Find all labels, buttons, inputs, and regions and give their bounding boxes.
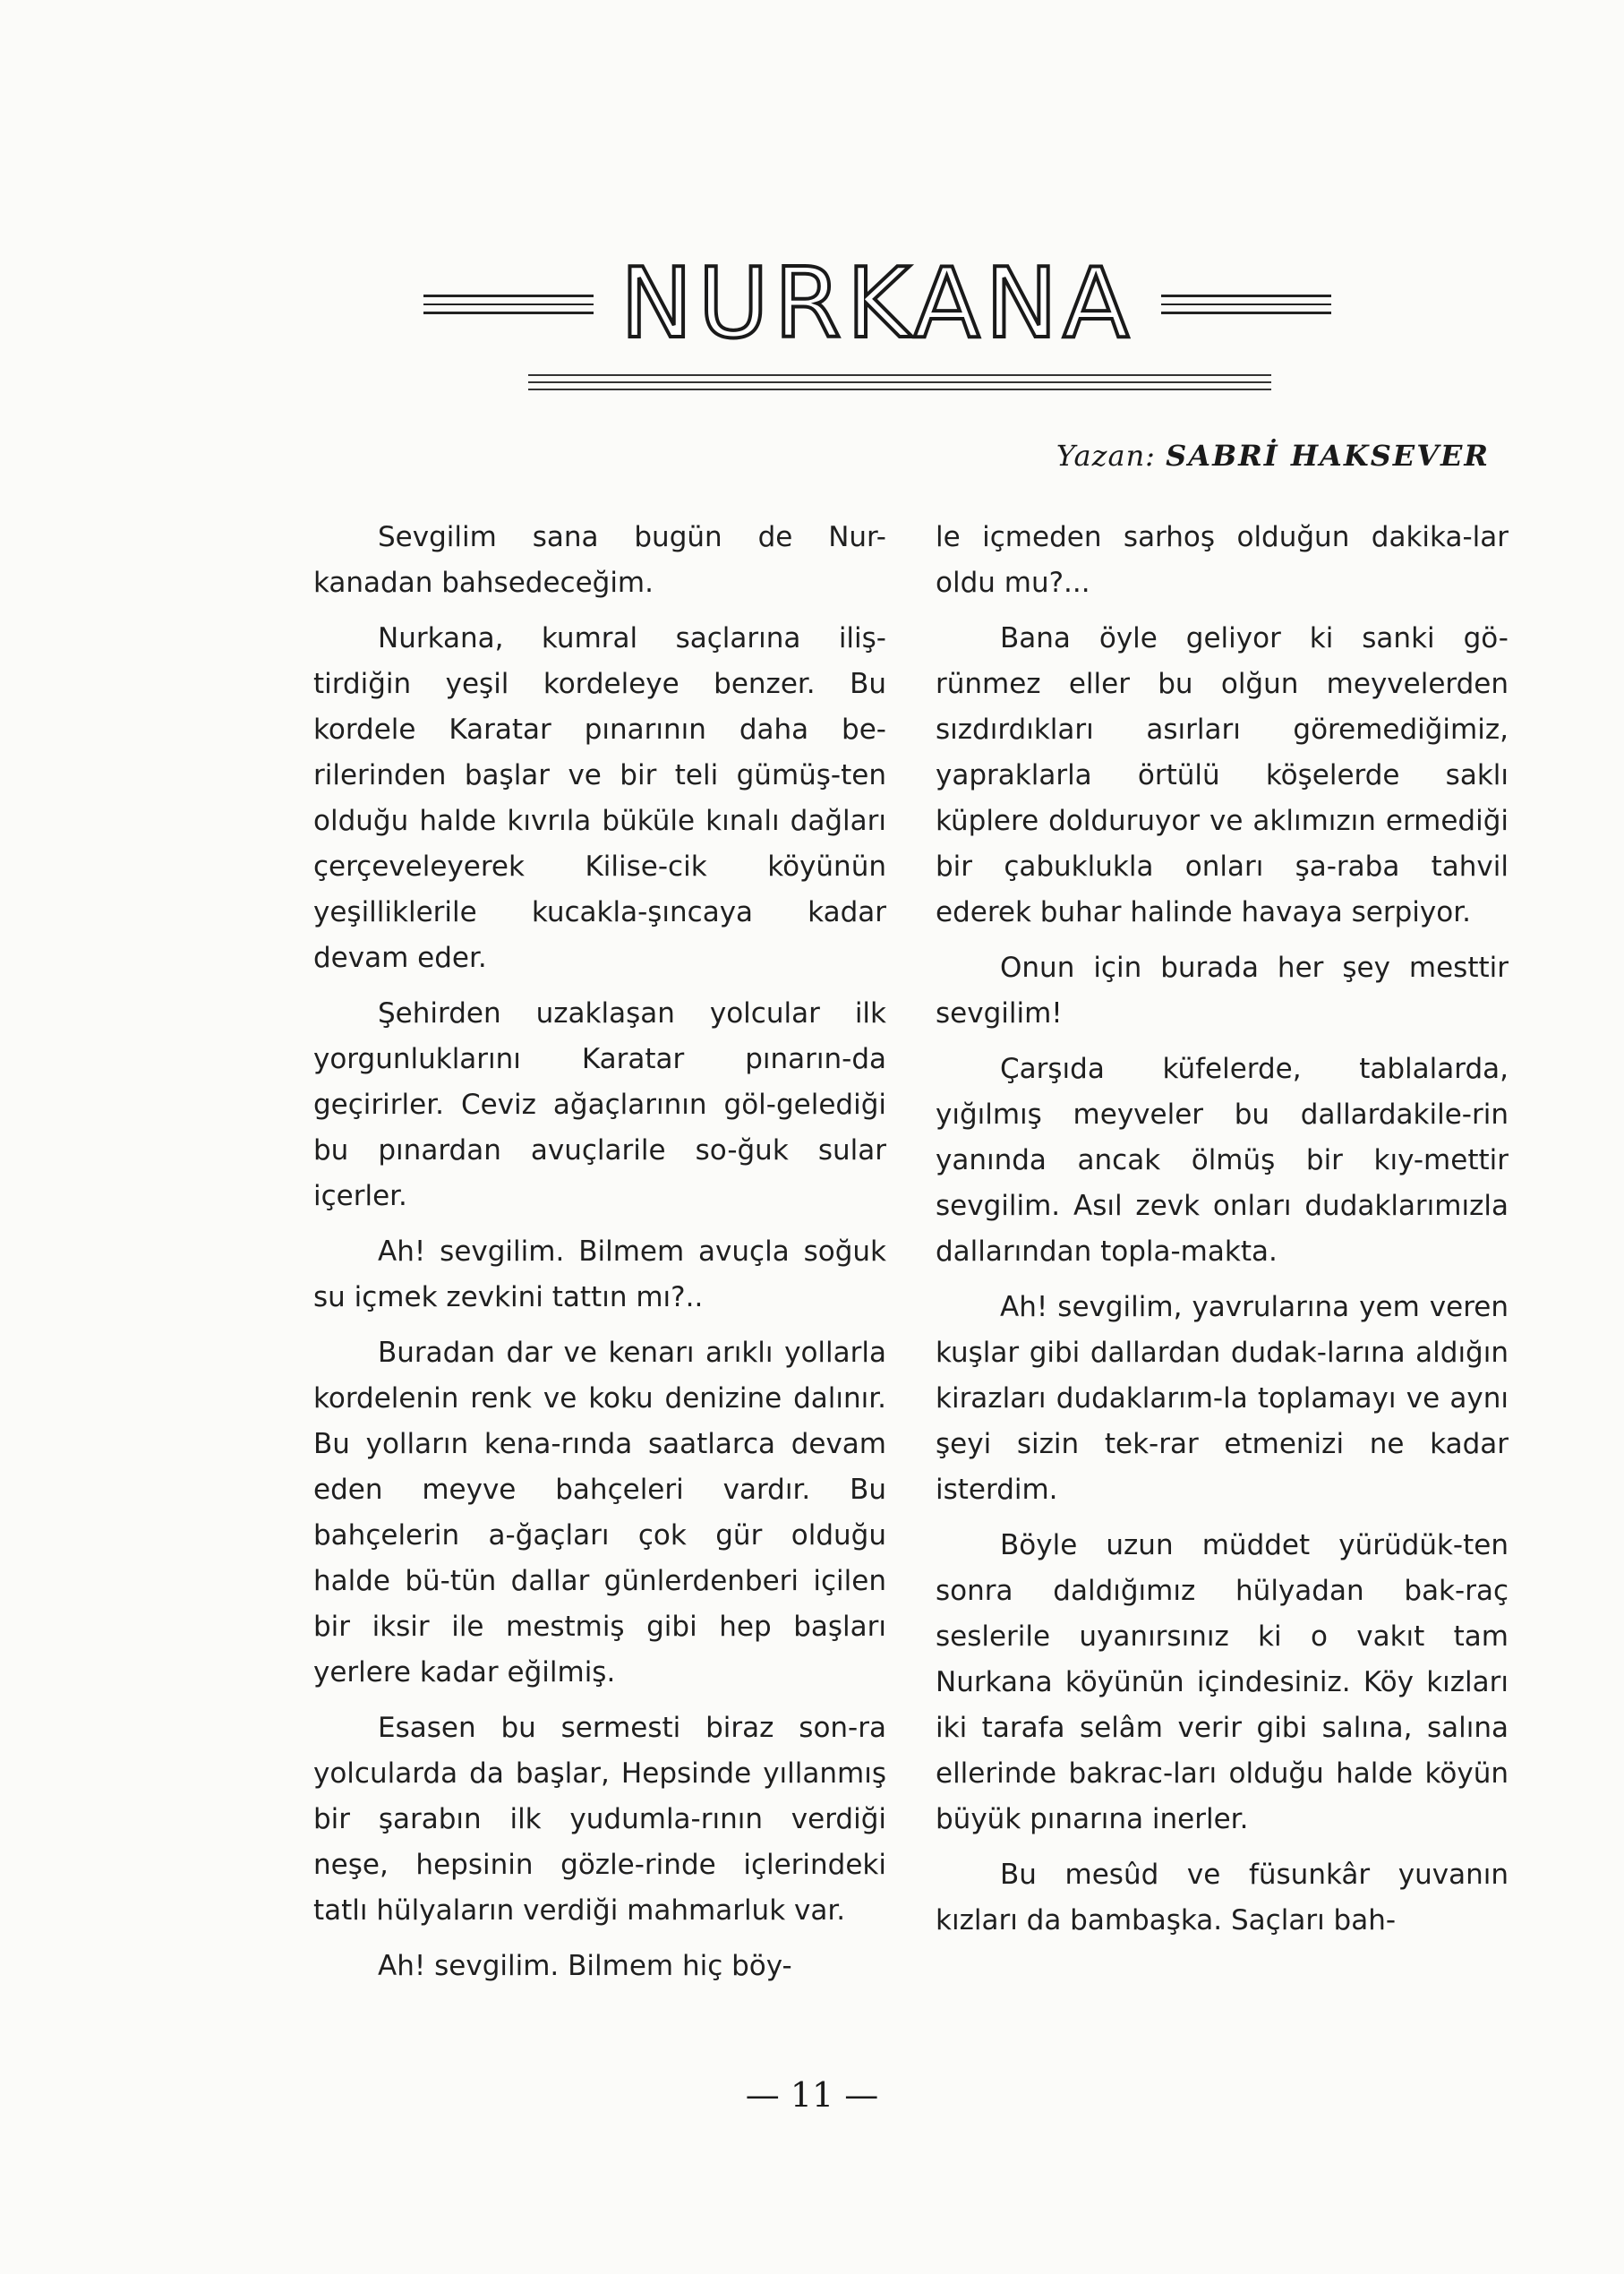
title-underline-rules [528,374,1271,390]
page-title: NURKANA [620,248,1135,360]
title-right-rules [1161,295,1331,314]
left-column [313,515,886,1999]
author-name: SABRİ HAKSEVER [1166,439,1490,473]
title-banner [286,246,1468,363]
paragraph: Bu mesûd ve füsunkâr yuvanın kızları da bambaşka. Saçları bah- [936,1859,1509,1936]
paragraph: Ah! sevgilim. Bilmem hiç böy- [378,1950,792,1982]
right-column [936,515,1509,1953]
paragraph: Nurkana, kumral saçlarına iliş-tirdiğin yeşil kordeleye benzer. Bu kordele Karatar pınarının daha be-rilerinden başlar ve bir teli gümüş-ten olduğu halde kıvrıla büküle kınalı dağları çerçeveleyerek Kilise-cik köyünün yeşilliklerile kucakla-şıncaya kadar devam eder. [313,622,886,974]
author-prefix: Yazan: [1056,439,1156,473]
paragraph: Çarşıda küfelerde, tablalarda, yığılmış meyveler bu dallardakile-rin yanında ancak ölmüş bir kıy-mettir sevgilim. Asıl zevk onları dudaklarımızla dallarından topla-makta. [936,1053,1509,1268]
paragraph: Buradan dar ve kenarı arıklı yollarla kordelenin renk ve koku denizine dalınır. Bu yolların kena-rında saatlarca devam eden meyve bahçeleri vardır. Bu bahçelerin a-ğaçları çok gür olduğu halde bü-tün dallar günlerdenberi içilen bir iksir ile mestmiş gibi hep başları yerlere kadar eğilmiş. [313,1337,886,1688]
paragraph: Şehirden uzaklaşan yolcular ilk yorgunluklarını Karatar pınarın-da geçirirler. Ceviz ağaçlarının göl-gelediği bu pınardan avuçlarile so-ğuk sular içerler. [313,997,886,1212]
paragraph: Böyle uzun müddet yürüdük-ten sonra daldığımız hülyadan bak-raç seslerile uyanırsınız ki o vakıt tam Nurkana köyünün içindesiniz. Köy kızları iki tarafa selâm verir gibi salına, salına ellerinde bakrac-ları olduğu halde köyün büyük pınarına inerler. [936,1529,1509,1835]
paragraph: le içmeden sarhoş olduğun dakika-lar oldu mu?... [936,521,1509,599]
paragraph: Bana öyle geliyor ki sanki gö-rünmez eller bu olğun meyvelerden sızdırdıkları asırları göremediğimiz, yapraklarla örtülü köşelerde saklı küplere dolduruyor ve aklımızın ermediği bir çabuklukla onları şa-raba tahvil ederek buhar halinde havaya serpiyor. [936,622,1509,928]
paragraph: Onun için burada her şey mesttir sevgilim! [936,952,1509,1030]
paragraph: Esasen bu sermesti biraz son-ra yolcularda da başlar, Hepsinde yıllanmış bir şarabın ilk yudumla-rının verdiği neşe, hepsinin gözle-rinde içlerindeki tatlı hülyaların verdiği mahmarluk var. [313,1712,886,1927]
paragraph: Ah! sevgilim. Bilmem avuçla soğuk su içmek zevkini tattın mı?.. [313,1235,886,1313]
title-left-rules [423,295,594,314]
paragraph: Sevgilim sana bugün de Nur-kanadan bahsedeceğim. [313,521,886,599]
page-number: — 11 — [745,2075,879,2115]
paragraph: Ah! sevgilim, yavrularına yem veren kuşlar gibi dallardan dudak-larına aldığın kirazları dudaklarım-la toplamayı ve aynı şeyi sizin tek-rar etmenizi ne kadar isterdim. [936,1291,1509,1506]
author-byline [1056,439,1490,473]
